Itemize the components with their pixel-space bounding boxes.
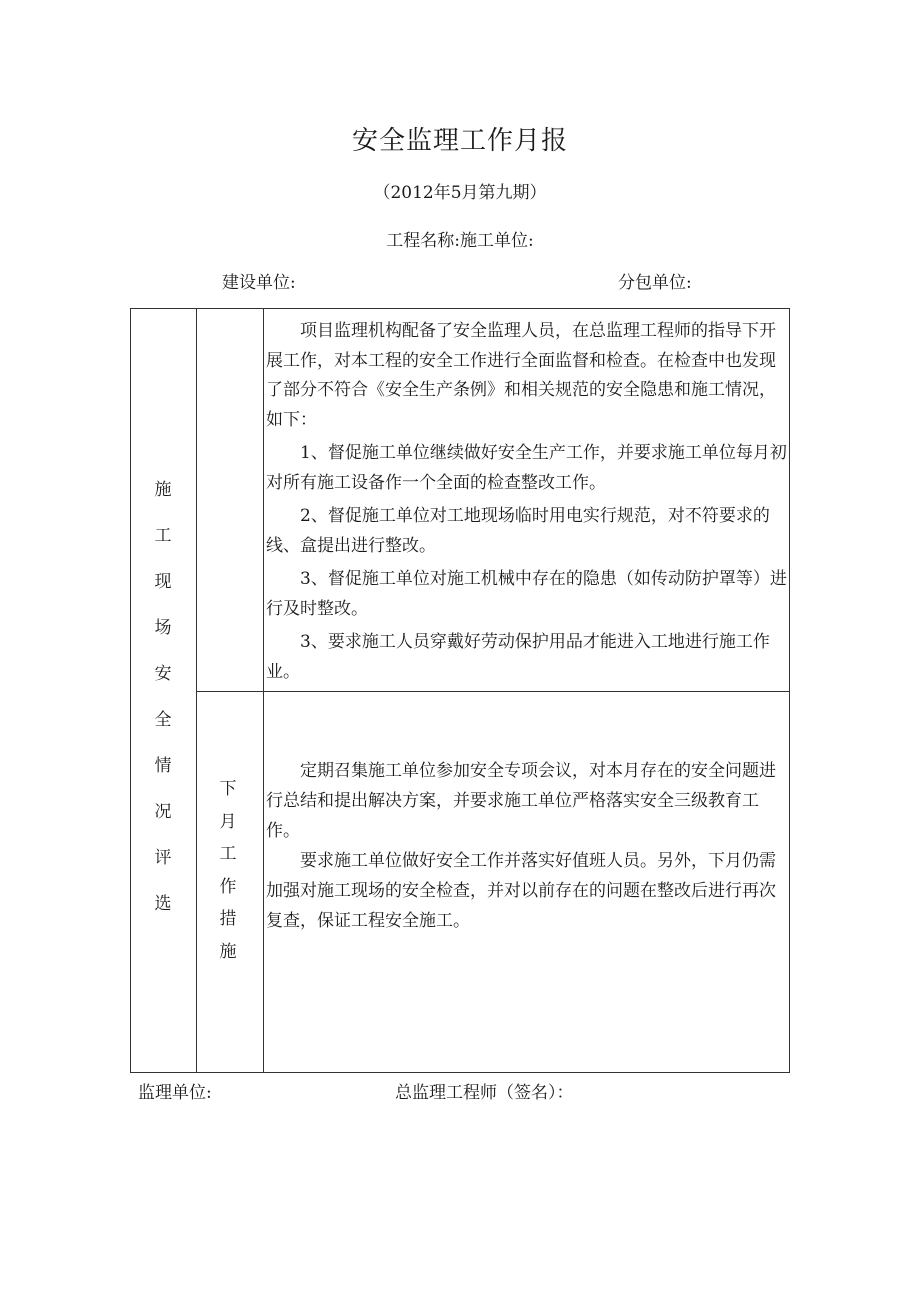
report-issue: （2012年5月第九期） bbox=[373, 183, 547, 203]
vertical-char: 评 bbox=[154, 848, 172, 868]
report-table bbox=[130, 308, 790, 1073]
chief-engineer-signature-label: 总监理工程师（签名）： bbox=[395, 1083, 574, 1103]
next-paragraph: 要求施工单位做好安全工作并落实好值班人员。另外，下月仍需加强对施工现场的安全检查，并对以前存在的问题在整改后进行再次复查，保证工程安全施工。 bbox=[266, 851, 776, 931]
supervision-unit-label: 监理单位: bbox=[138, 1083, 212, 1103]
current-paragraph: 项目监理机构配备了安全监理人员，在总监理工程师的指导下开展工作，对本工程的安全工作进行全面监督和检查。在检查中也发现了部分不符合《安全生产条例》和相关规范的安全隐患和施工情况，如下： bbox=[266, 321, 776, 430]
vertical-char: 措 bbox=[219, 909, 237, 929]
subcontractor-label: 分包单位: bbox=[618, 273, 692, 293]
section-label-site-safety bbox=[150, 467, 176, 927]
vertical-char: 下 bbox=[219, 779, 237, 799]
vertical-char: 月 bbox=[219, 811, 237, 832]
vertical-char: 工 bbox=[154, 526, 172, 546]
vertical-char: 施 bbox=[154, 480, 172, 500]
vertical-char: 现 bbox=[154, 572, 172, 592]
next-month-measures-cell bbox=[266, 756, 788, 936]
next-paragraph: 定期召集施工单位参加安全专项会议，对本月存在的安全问题进行总结和提出解决方案，并要求施工单位严格落实安全三级教育工作。 bbox=[266, 761, 776, 841]
row-divider bbox=[196, 691, 789, 692]
vertical-char: 选 bbox=[154, 894, 172, 914]
current-situation-cell bbox=[266, 317, 788, 687]
project-line: 工程名称:施工单位: bbox=[386, 231, 534, 251]
vertical-char: 情 bbox=[154, 756, 172, 776]
section-label-next-month bbox=[215, 773, 241, 968]
current-paragraph: 2、督促施工单位对工地现场临时用电实行规范，对不符要求的线、盒提出进行整改。 bbox=[266, 506, 770, 556]
vertical-char: 工 bbox=[219, 844, 237, 864]
vertical-char: 况 bbox=[154, 802, 172, 822]
vertical-char: 安 bbox=[154, 664, 172, 684]
vertical-char: 全 bbox=[154, 710, 172, 730]
vertical-char: 场 bbox=[154, 618, 172, 638]
current-paragraph: 3、要求施工人员穿戴好劳动保护用品才能进入工地进行施工作业。 bbox=[266, 632, 770, 682]
builder-label: 建设单位: bbox=[222, 273, 296, 293]
current-paragraph: 3、督促施工单位对施工机械中存在的隐患（如传动防护罩等）进行及时整改。 bbox=[266, 569, 787, 619]
current-paragraph: 1、督促施工单位继续做好安全生产工作，并要求施工单位每月初对所有施工设备作一个全面的检查整改工作。 bbox=[266, 443, 787, 493]
report-title: 安全监理工作月报 bbox=[351, 126, 568, 156]
vertical-char: 作 bbox=[219, 876, 237, 897]
vertical-char: 施 bbox=[219, 941, 237, 962]
